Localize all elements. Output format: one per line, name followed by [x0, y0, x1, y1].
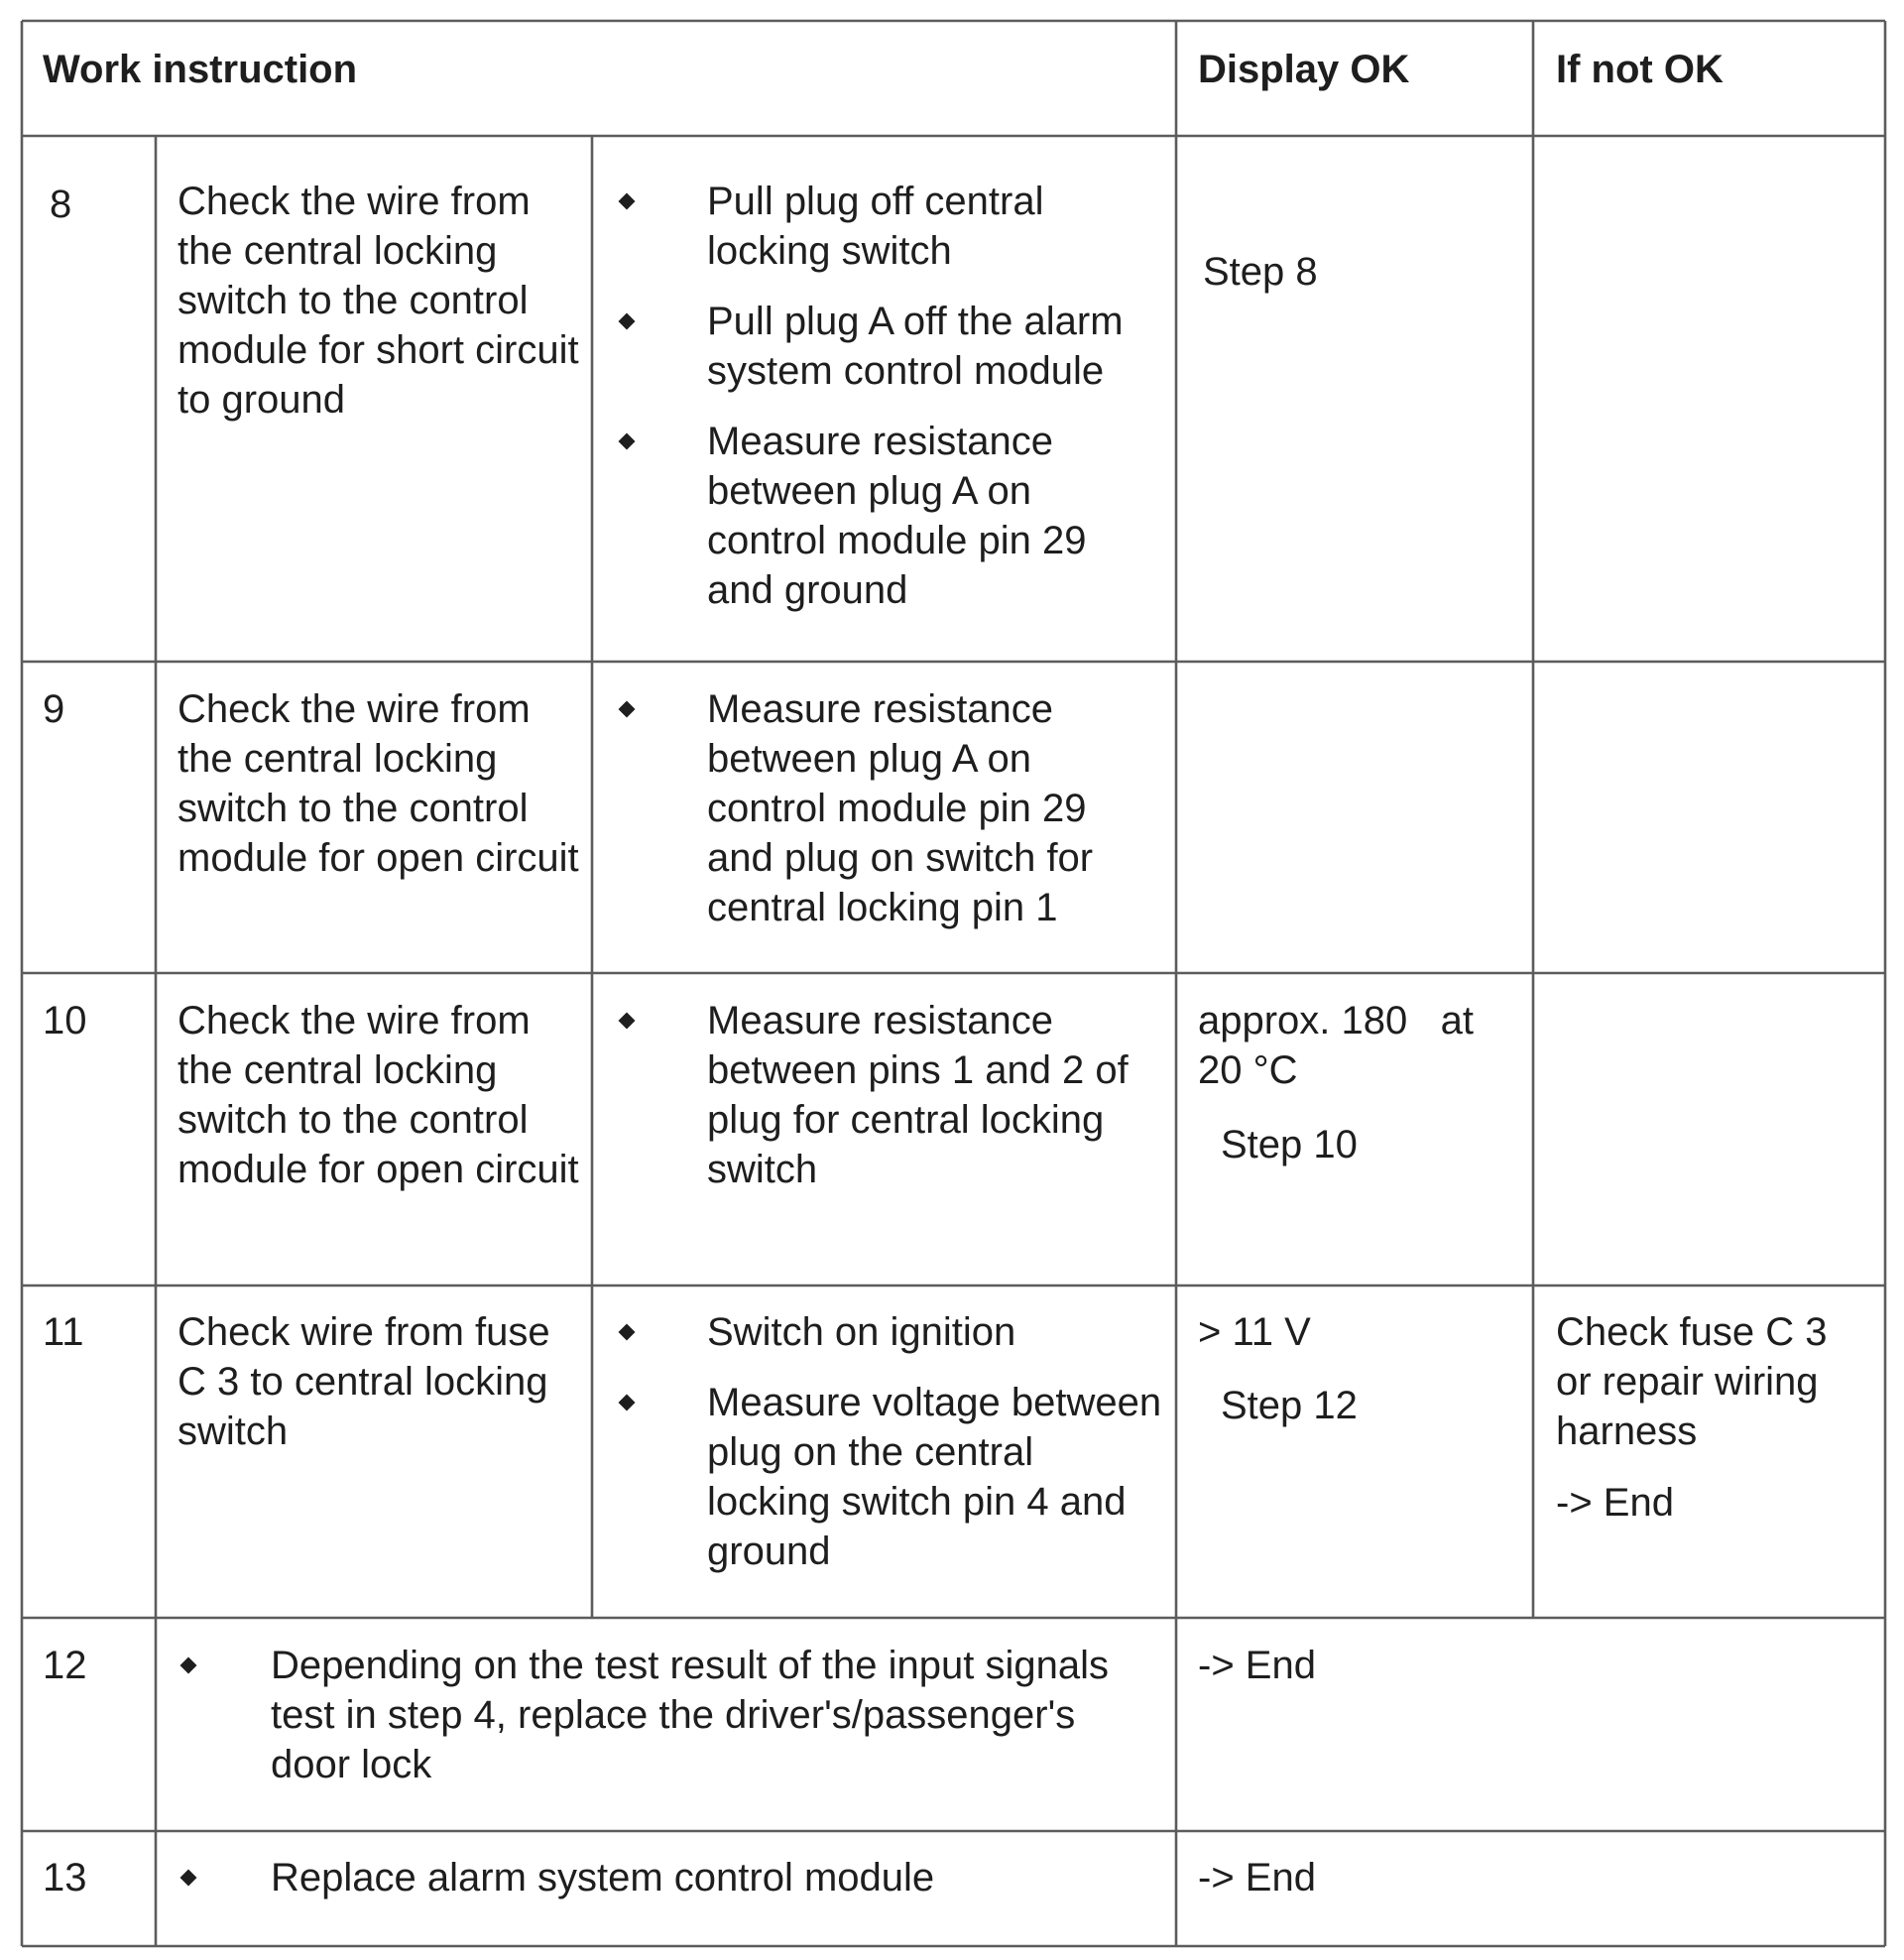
- header-display-ok: Display OK: [1198, 48, 1410, 91]
- bullet-icon: [179, 1853, 197, 1902]
- step-number: 13: [43, 1856, 87, 1899]
- bullet-icon: [618, 1307, 636, 1357]
- action-item: Switch on ignition: [707, 1310, 1016, 1354]
- check-description: Check wire from fuse C 3 to central locking switch: [178, 1310, 550, 1453]
- if-not-ok-end: -> End: [1556, 1481, 1674, 1525]
- step-number: 12: [43, 1644, 87, 1687]
- check-description: Check the wire from the central locking switch to the control module for short circuit to ground: [178, 180, 579, 422]
- action-item: Pull plug A off the alarm system control module: [707, 300, 1124, 393]
- display-ok-value: Step 8: [1203, 250, 1318, 294]
- display-ok-value: > 11 V: [1198, 1310, 1311, 1354]
- action-item: Measure resistance between plug A on control module pin 29 and ground: [707, 420, 1087, 612]
- header-work-instruction: Work instruction: [43, 48, 358, 91]
- action-item: Measure resistance between plug A on control module pin 29 and plug on switch for central locking pin 1: [707, 687, 1094, 929]
- action-item: Measure voltage between plug on the central locking switch pin 4 and ground: [707, 1381, 1162, 1573]
- step-number: 8: [50, 183, 72, 226]
- bullet-icon: [618, 996, 636, 1045]
- header-if-not-ok: If not OK: [1556, 48, 1724, 91]
- bullet-icon: [618, 1378, 636, 1427]
- bullet-icon: [618, 684, 636, 734]
- bullet-icon: [618, 417, 636, 466]
- display-ok-value: approx. 180 at 20 °C: [1198, 999, 1486, 1092]
- action-item: Pull plug off central locking switch: [707, 180, 1044, 273]
- check-description: Check the wire from the central locking switch to the control module for open circuit: [178, 999, 579, 1191]
- display-ok-value: -> End: [1198, 1644, 1316, 1687]
- display-ok-step: Step 10: [1221, 1123, 1358, 1166]
- bullet-icon: [179, 1641, 197, 1690]
- step-number: 9: [43, 687, 65, 731]
- bullet-icon: [618, 297, 636, 346]
- display-ok-value: -> End: [1198, 1856, 1316, 1899]
- check-description: Check the wire from the central locking switch to the control module for open circuit: [178, 687, 579, 880]
- bullet-icon: [618, 177, 636, 226]
- action-item: Depending on the test result of the input signals test in step 4, replace the driver's/passenger's door lock: [271, 1644, 1109, 1786]
- action-item: Measure resistance between pins 1 and 2 of plug for central locking switch: [707, 999, 1129, 1191]
- action-item: Replace alarm system control module: [271, 1856, 935, 1899]
- step-number: 10: [43, 999, 87, 1042]
- display-ok-step: Step 12: [1221, 1384, 1358, 1427]
- if-not-ok-value: Check fuse C 3 or repair wiring harness: [1556, 1310, 1828, 1453]
- step-number: 11: [43, 1310, 84, 1354]
